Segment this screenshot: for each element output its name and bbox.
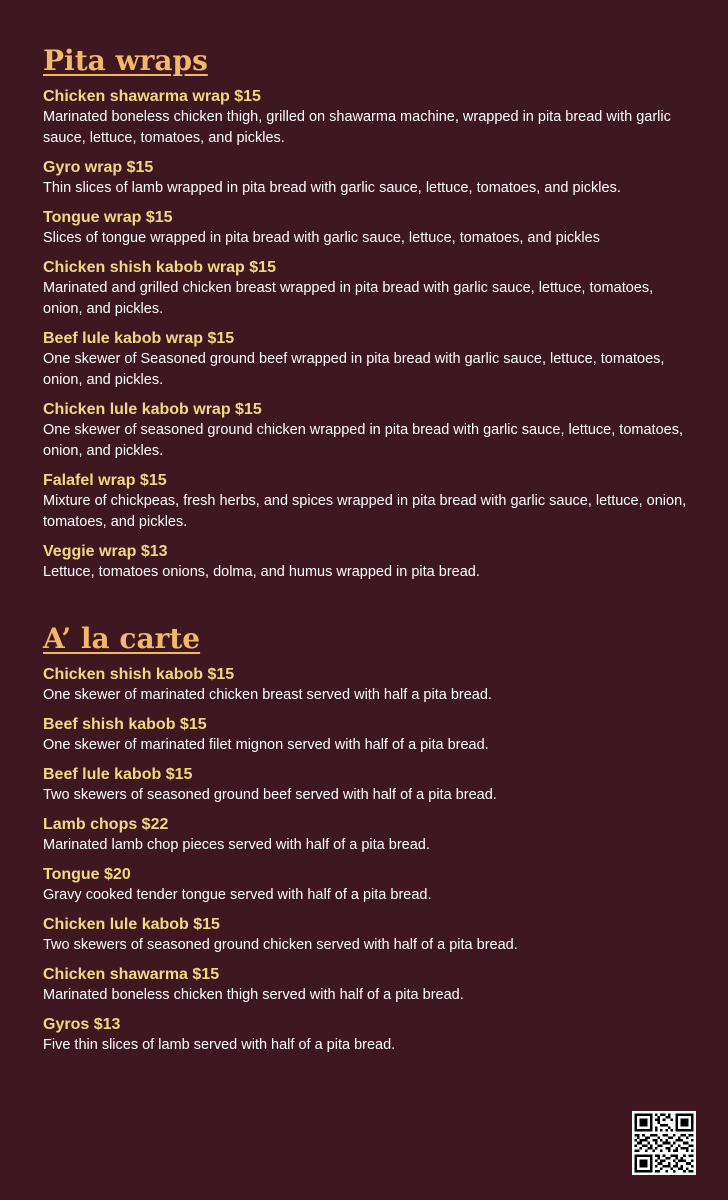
menu-item-name: Lamb chops $22 — [43, 816, 169, 833]
menu-item-name: Chicken lule kabob $15 — [43, 916, 220, 933]
menu-item — [43, 399, 688, 462]
menu-item — [43, 864, 688, 906]
menu-item-description: Two skewers of seasoned ground beef served with half of a pita bread. — [43, 787, 497, 803]
menu-item — [43, 257, 688, 320]
menu-item-description: Marinated and grilled chicken breast wrapped in pita bread with garlic sauce, lettuce, tomatoes, onion, and pickles. — [43, 280, 654, 317]
qr-code-icon — [632, 1111, 696, 1175]
menu-item — [43, 207, 688, 249]
menu-item — [43, 814, 688, 856]
menu-item-name: Falafel wrap $15 — [43, 472, 167, 489]
menu-item-name: Gyro wrap $15 — [43, 159, 154, 176]
menu-item — [43, 664, 688, 706]
menu-item-description: Gravy cooked tender tongue served with half of a pita bread. — [43, 887, 432, 903]
menu-item-description: One skewer of marinated chicken breast served with half a pita bread. — [43, 687, 492, 703]
menu-item-description: Thin slices of lamb wrapped in pita bread with garlic sauce, lettuce, tomatoes, and pickles. — [43, 180, 621, 196]
menu-item — [43, 86, 688, 149]
menu-item-name: Chicken shish kabob $15 — [43, 666, 235, 683]
menu-item-description: One skewer of seasoned ground chicken wrapped in pita bread with garlic sauce, lettuce, tomatoes, onion, and pickles. — [43, 422, 683, 459]
menu-item-description: One skewer of Seasoned ground beef wrapped in pita bread with garlic sauce, lettuce, tomatoes, onion, and pickles. — [43, 351, 665, 388]
menu-item — [43, 714, 688, 756]
menu-item-description: Slices of tongue wrapped in pita bread with garlic sauce, lettuce, tomatoes, and pickles — [43, 230, 600, 246]
menu-item-description: Five thin slices of lamb served with half of a pita bread. — [43, 1037, 396, 1053]
menu-item-description: Mixture of chickpeas, fresh herbs, and spices wrapped in pita bread with garlic sauce, lettuce, onion, tomatoes, and pickles. — [43, 493, 687, 530]
menu-item-name: Beef lule kabob $15 — [43, 766, 193, 783]
menu-item-description: Two skewers of seasoned ground chicken served with half of a pita bread. — [43, 937, 518, 953]
menu-item-name: Chicken shawarma wrap $15 — [43, 88, 261, 105]
section-title: Pita wraps — [43, 44, 208, 77]
menu-item — [43, 764, 688, 806]
menu-item-name: Veggie wrap $13 — [43, 543, 168, 560]
menu-item — [43, 914, 688, 956]
menu-item-name: Gyros $13 — [43, 1016, 121, 1033]
section-a-la-carte — [43, 618, 688, 1064]
menu-item — [43, 470, 688, 533]
menu-item-name: Chicken lule kabob wrap $15 — [43, 401, 262, 418]
menu-item-name: Chicken shawarma $15 — [43, 966, 220, 983]
menu-item-description: Lettuce, tomatoes onions, dolma, and humus wrapped in pita bread. — [43, 564, 480, 580]
section-title: A’ la carte — [43, 622, 201, 655]
menu-item-description: Marinated lamb chop pieces served with half of a pita bread. — [43, 837, 430, 853]
menu-item-description: Marinated boneless chicken thigh served with half of a pita bread. — [43, 987, 464, 1003]
menu-item-name: Tongue $20 — [43, 866, 131, 883]
menu-item-description: Marinated boneless chicken thigh, grilled on shawarma machine, wrapped in pita bread with garlic sauce, lettuce, tomatoes, and pickles. — [43, 109, 671, 146]
menu-item — [43, 541, 688, 583]
menu-item-name: Beef shish kabob $15 — [43, 716, 207, 733]
menu-item-name: Beef lule kabob wrap $15 — [43, 330, 235, 347]
menu-item-name: Chicken shish kabob wrap $15 — [43, 259, 276, 276]
menu-item — [43, 328, 688, 391]
menu-item-description: One skewer of marinated filet mignon served with half of a pita bread. — [43, 737, 489, 753]
menu-item — [43, 964, 688, 1006]
section-pita-wraps — [43, 40, 688, 591]
menu-item — [43, 157, 688, 199]
menu-item — [43, 1014, 688, 1056]
menu-item-name: Tongue wrap $15 — [43, 209, 173, 226]
